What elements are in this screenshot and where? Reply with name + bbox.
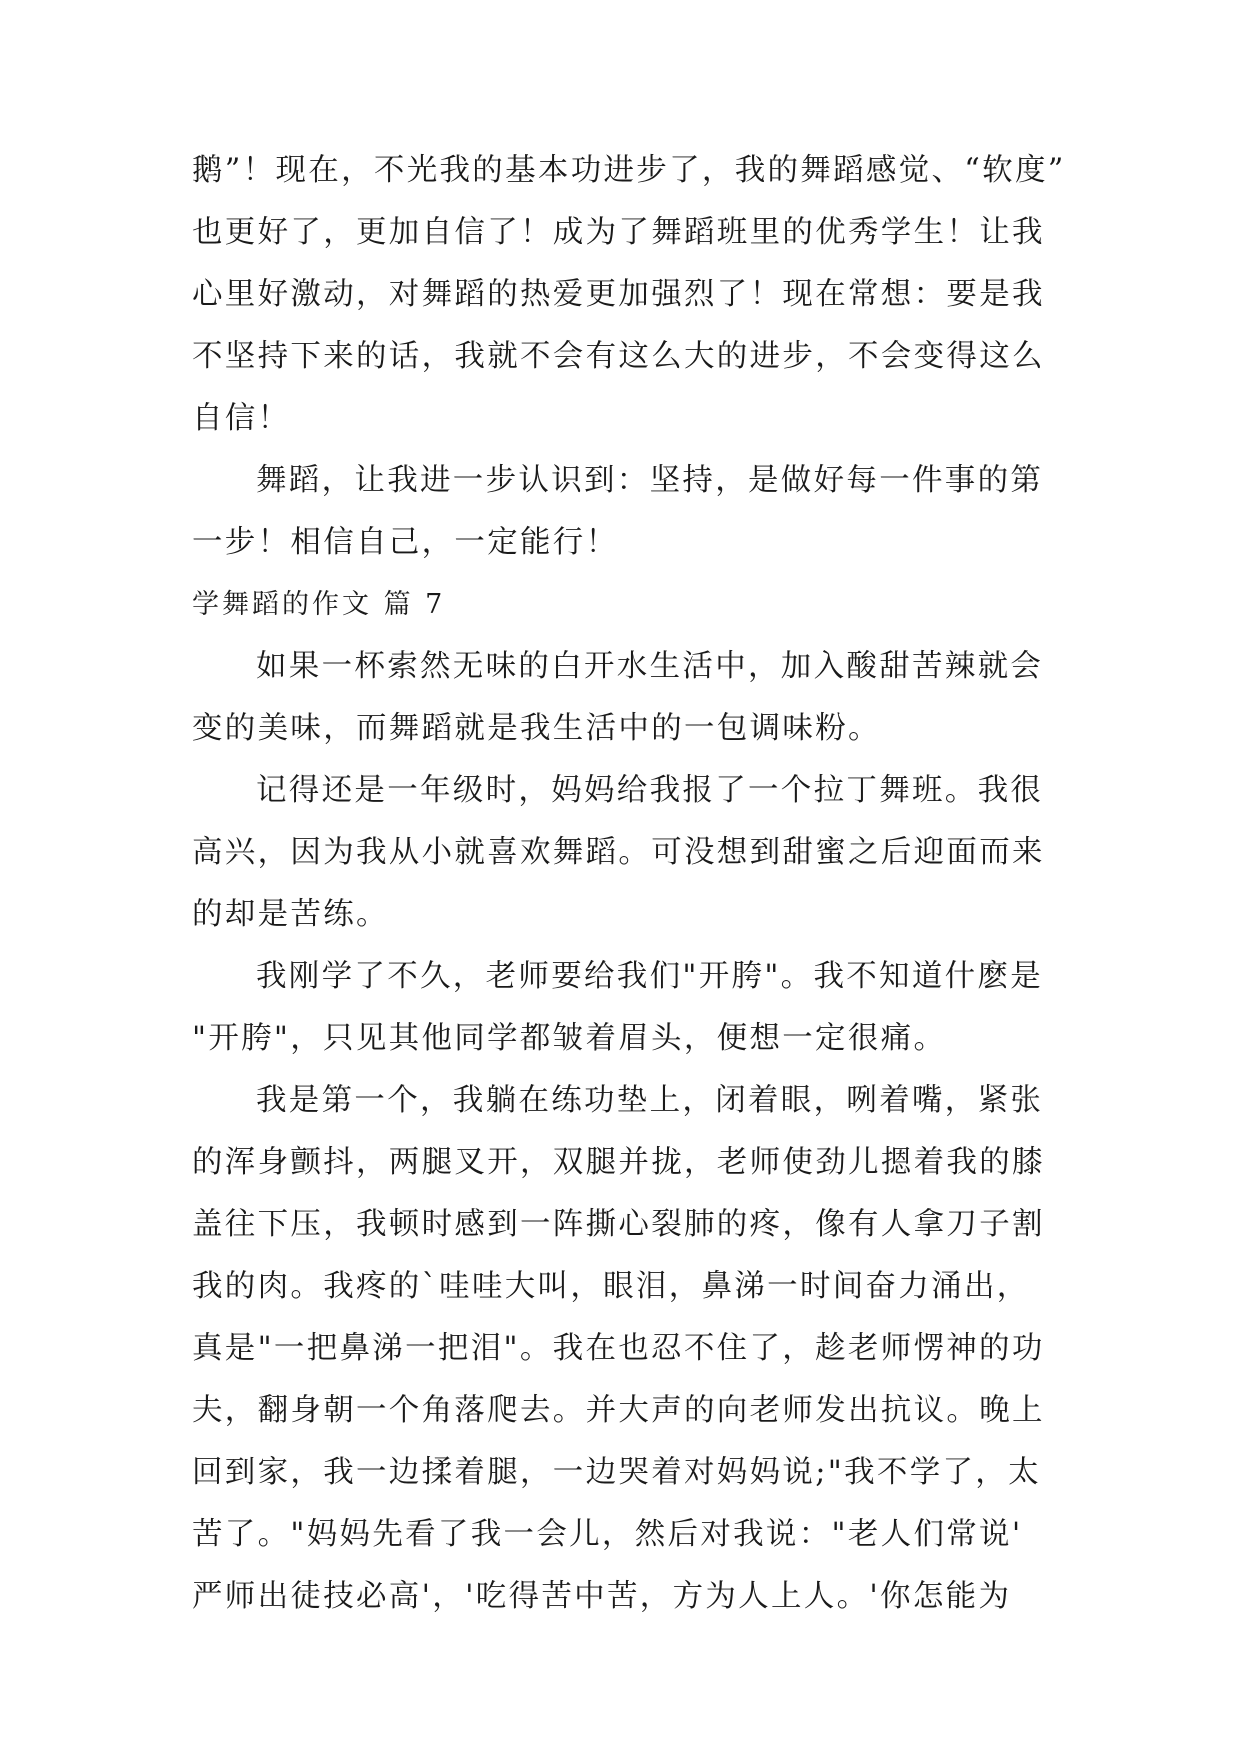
document-body bbox=[192, 140, 1066, 1628]
text-line: 盖往下压，我顿时感到一阵撕心裂肺的疼，像有人拿刀子割 bbox=[192, 1207, 1045, 1242]
text-line: 高兴，因为我从小就喜欢舞蹈。可没想到甜蜜之后迎面而来 bbox=[192, 835, 1045, 870]
text-line: 自信！ bbox=[192, 401, 291, 436]
text-line: 记得还是一年级时，妈妈给我报了一个拉丁舞班。我很 bbox=[256, 773, 1044, 808]
text-line: 我是第一个，我躺在练功垫上，闭着眼，咧着嘴，紧张 bbox=[256, 1083, 1044, 1118]
text-line: 变的美味，而舞蹈就是我生活中的一包调味粉。 bbox=[192, 711, 881, 746]
text-line: 也更好了，更加自信了！成为了舞蹈班里的优秀学生！让我 bbox=[192, 215, 1045, 250]
text-line: 真是"一把鼻涕一把泪"。我在也忍不住了，趁老师愣神的功 bbox=[192, 1331, 1045, 1366]
text-line: 心里好激动，对舞蹈的热爱更加强烈了！现在常想：要是我 bbox=[192, 277, 1045, 312]
text-line: 我刚学了不久，老师要给我们"开胯"。我不知道什麽是 bbox=[256, 959, 1044, 994]
section-heading: 学舞蹈的作文 篇 7 bbox=[192, 589, 446, 620]
text-line: 舞蹈，让我进一步认识到：坚持，是做好每一件事的第 bbox=[256, 463, 1044, 498]
text-line: "开胯"，只见其他同学都皱着眉头，便想一定很痛。 bbox=[192, 1021, 947, 1056]
text-line: 我的肉。我疼的`哇哇大叫，眼泪，鼻涕一时间奋力涌出， bbox=[192, 1269, 1030, 1304]
text-line: 不坚持下来的话，我就不会有这么大的进步，不会变得这么 bbox=[192, 339, 1045, 374]
text-line: 如果一杯索然无味的白开水生活中，加入酸甜苦辣就会 bbox=[256, 649, 1044, 684]
text-line: 夫，翻身朝一个角落爬去。并大声的向老师发出抗议。晚上 bbox=[192, 1393, 1045, 1428]
text-line: 苦了。"妈妈先看了我一会儿，然后对我说："老人们常说' bbox=[192, 1517, 1023, 1552]
text-line: 回到家，我一边揉着腿，一边哭着对妈妈说;"我不学了，太 bbox=[192, 1455, 1041, 1490]
text-line: 的却是苦练。 bbox=[192, 897, 389, 932]
text-line: 严师出徒技必高'，'吃得苦中苦，方为人上人。'你怎能为 bbox=[192, 1579, 1012, 1614]
text-line: 鹅”！现在，不光我的基本功进步了，我的舞蹈感觉、“软度” bbox=[192, 153, 1066, 188]
text-line: 一步！相信自己，一定能行！ bbox=[192, 525, 619, 560]
text-line: 的浑身颤抖，两腿叉开，双腿并拢，老师使劲儿摁着我的膝 bbox=[192, 1145, 1045, 1180]
